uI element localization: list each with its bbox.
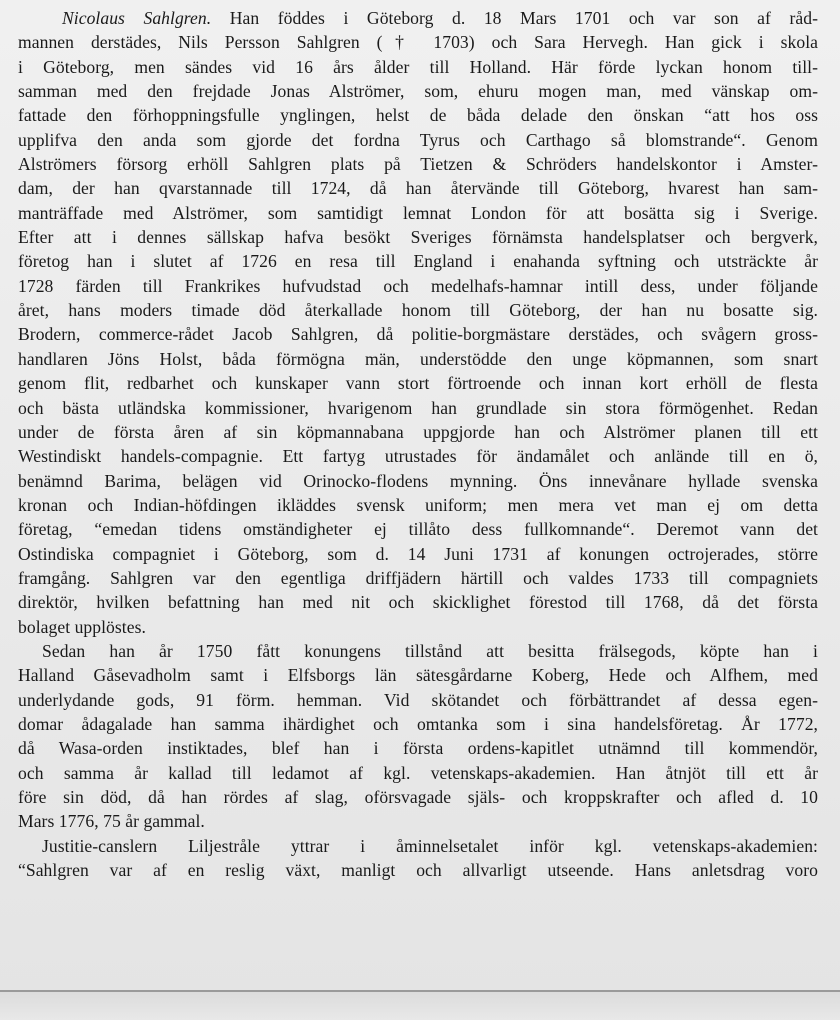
text-line: framgång. Sahlgren var den egentliga driffjädern härtill och valdes 1733 till compagniets	[18, 567, 818, 588]
text-line: före sin död, då han rördes af slag, oförsvagade själs- och kroppskrafter och afled d. 10	[18, 787, 818, 807]
biography-text	[18, 6, 818, 882]
text-line: Ostindiska compagniet i Göteborg, som d. 14 Juni 1731 af konungen octrojerades, större	[18, 543, 818, 564]
text-line: Alströmers försorg erhöll Sahlgren plats på Tietzen & Schröders handelskontor i Amster-	[18, 154, 818, 175]
text-line: Brodern, commerce-rådet Jacob Sahlgren, då politie-borgmästare derstädes, och svågern gross-	[18, 324, 818, 345]
paragraph-3	[18, 834, 818, 883]
text-line: då Wasa-orden instiktades, blef han i första ordens-kapitlet utnämnd till kommendör,	[18, 738, 818, 759]
text-line: dam, der han qvarstannade till 1724, då han återvände till Göteborg, hvarest han sam-	[18, 178, 818, 199]
text-line: och bästa utländska kommissioner, hvarigenom han grundlade sin stora förmögenhet. Redan	[18, 397, 818, 418]
text-line: Efter att i dennes sällskap hafva besökt Sveriges förnämsta handelsplatser och bergverk,	[18, 227, 818, 248]
paragraph-2	[18, 639, 818, 834]
text-line: Halland Gåsevadholm samt i Elfsborgs län sätesgårdarne Koberg, Hede och Alfhem, med	[18, 665, 818, 686]
text-line: Justitie-canslern Liljestråle yttrar i åminnelsetalet inför kgl. vetenskaps-akademien:	[42, 835, 818, 856]
text-line: Westindiskt handels-compagnie. Ett fartyg utrustades för ändamålet och anlände till en ö,	[18, 446, 818, 467]
text-line: Nicolaus Sahlgren. Han föddes i Göteborg d. 18 Mars 1701 och var son af råd-	[62, 8, 818, 28]
text-line: i Göteborg, men sändes vid 16 års ålder till Holland. Här förde lyckan honom till-	[18, 56, 818, 77]
text-line: fattade den förhoppningsfulle ynglingen, helst de båda delade den önskan “att hos oss	[18, 105, 818, 126]
text-line: bolaget upplöstes.	[18, 616, 146, 637]
text-line: 1728 färden till Frankrikes hufvudstad och medelhafs-hamnar intill dess, under följande	[18, 275, 818, 296]
paragraph-1	[18, 6, 818, 639]
text-line: samman med den frejdade Jonas Alströmer, som, ehuru mogen man, med vänskap om-	[18, 81, 818, 102]
text-line: kronan och Indian-höfdingen ikläddes svensk uniform; men mera vet man ej om detta	[18, 494, 818, 515]
text-line: upplifva den anda som gjorde det fordna Tyrus och Carthago så blomstrande“. Genom	[18, 129, 818, 150]
text-line: underlydande gods, 91 förm. hemman. Vid skötandet och förbättrandet af dessa egen-	[18, 689, 818, 710]
page-bottom-margin	[0, 992, 840, 1020]
text-line: mannen derstädes, Nils Persson Sahlgren († 1703) och Sara Hervegh. Han gick i skola	[18, 32, 818, 53]
text-line: direktör, hvilken befattning han med nit och skicklighet förestod till 1768, då det första	[18, 592, 818, 613]
text-line: Mars 1776, 75 år gammal.	[18, 811, 205, 832]
text-line: under de första åren af sin köpmannabana uppgjorde han och Alströmer planen till ett	[18, 421, 818, 442]
text-line: och samma år kallad till ledamot af kgl. vetenskaps-akademien. Han åtnjöt till ett år	[18, 762, 818, 783]
text-line: året, hans moders timade död återkallade honom till Göteborg, der han nu bosatte sig.	[18, 300, 818, 321]
text-line: företag, “emedan tidens omständigheter ej tillåto dess fullkomnande“. Deremot vann det	[18, 519, 818, 540]
text-line: “Sahlgren var af en reslig växt, manligt och allvarligt utseende. Hans anletsdrag voro	[18, 860, 818, 881]
text-line: handlaren Jöns Holst, båda förmögna män, understödde den unge köpmannen, som snart	[18, 348, 818, 369]
text-line: domar ådagalade han samma ihärdighet och omtanka som i sina handelsföretag. År 1772,	[18, 713, 818, 734]
person-name: Nicolaus Sahlgren.	[62, 8, 212, 28]
text-line: genom flit, redbarhet och kunskaper vann stort förtroende och innan kort erhöll de flesta	[18, 373, 818, 394]
text-line: företog han i slutet af 1726 en resa till England i enahanda syftning och utsträckte år	[18, 251, 818, 272]
text-line: Sedan han år 1750 fått konungens tillstånd att besitta frälsegods, köpte han i	[42, 640, 818, 661]
text-line: benämnd Barima, belägen vid Orinocko-flodens mynning. Öns innevånare hyllade svenska	[18, 470, 818, 491]
text-line: manträffade med Alströmer, som samtidigt lemnat London för att bosätta sig i Sverige.	[18, 202, 818, 223]
